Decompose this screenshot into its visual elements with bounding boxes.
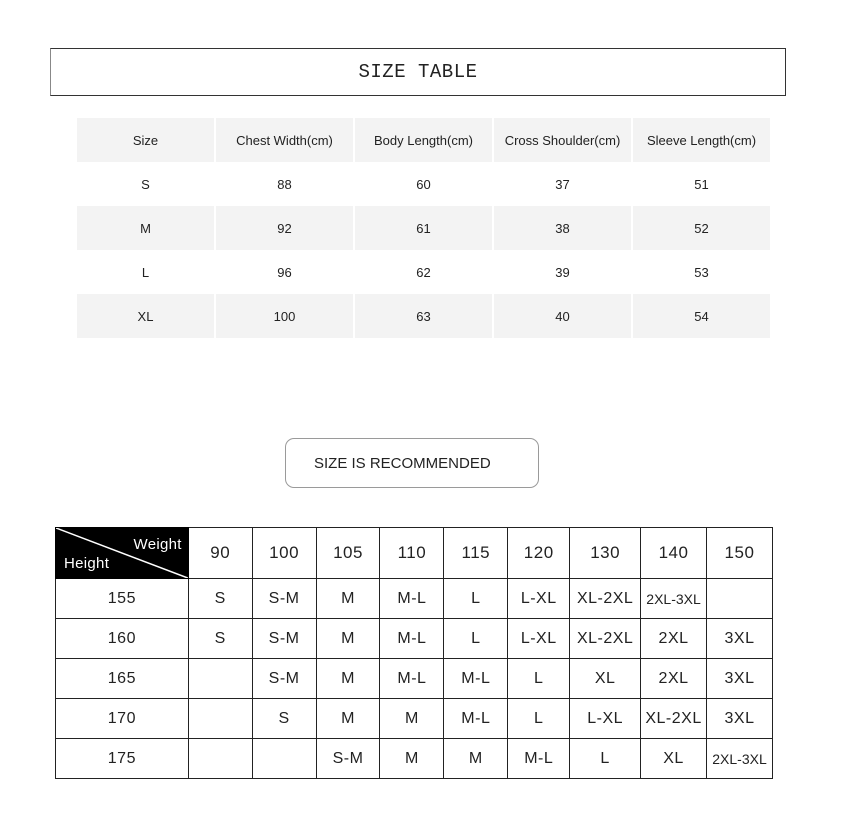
size-cell: L-XL	[508, 579, 570, 619]
column-header: Sleeve Length(cm)	[633, 118, 770, 162]
weight-header: 130	[570, 528, 641, 579]
table-cell: 88	[277, 176, 292, 192]
size-cell: M-L	[380, 619, 444, 659]
weight-header: 140	[641, 528, 707, 579]
table-cell: L	[141, 264, 150, 280]
column-header: Body Length(cm)	[355, 118, 492, 162]
size-cell: L-XL	[508, 619, 570, 659]
table-cell: 63	[355, 294, 492, 338]
size-cell: M-L	[508, 739, 570, 779]
size-cell: M	[316, 699, 380, 739]
table-cell: 53	[694, 264, 709, 280]
table-row	[77, 162, 770, 206]
weight-axis-label: Weight	[133, 536, 182, 553]
size-cell: L	[444, 619, 508, 659]
size-cell	[706, 579, 772, 619]
size-cell: 2XL	[641, 659, 707, 699]
height-value: 160	[56, 619, 189, 659]
size-cell: 2XL	[641, 619, 707, 659]
size-cell: L	[570, 739, 641, 779]
page-title: SIZE TABLE	[358, 61, 478, 83]
size-cell: S-M	[252, 659, 316, 699]
height-row	[56, 739, 773, 779]
size-cell: XL-2XL	[570, 619, 641, 659]
size-cell: M-L	[380, 659, 444, 699]
size-cell: 3XL	[706, 619, 772, 659]
table-cell: S	[141, 176, 150, 192]
size-cell: 3XL	[706, 659, 772, 699]
weight-header: 100	[252, 528, 316, 579]
table-cell: 51	[694, 176, 709, 192]
table-row	[77, 294, 770, 338]
table-row	[77, 206, 770, 250]
size-cell: M-L	[380, 579, 444, 619]
column-header: Cross Shoulder(cm)	[494, 118, 631, 162]
size-cell: M	[444, 739, 508, 779]
table-cell: 54	[633, 294, 770, 338]
size-cell: XL	[641, 739, 707, 779]
table-cell: 52	[633, 206, 770, 250]
size-table	[75, 118, 772, 338]
size-cell: M	[380, 739, 444, 779]
size-cell: 2XL-3XL	[706, 739, 772, 779]
size-cell: L	[444, 579, 508, 619]
height-weight-corner-cell	[56, 528, 189, 579]
size-cell: M	[380, 699, 444, 739]
height-row	[56, 699, 773, 739]
table-row	[77, 250, 770, 294]
weight-header-row	[56, 528, 773, 579]
height-value: 175	[56, 739, 189, 779]
size-cell: 2XL-3XL	[641, 579, 707, 619]
column-header: Size	[77, 118, 214, 162]
size-cell: S-M	[252, 619, 316, 659]
size-recommended-label	[285, 438, 539, 488]
weight-header: 115	[444, 528, 508, 579]
height-value: 155	[56, 579, 189, 619]
size-cell	[188, 699, 252, 739]
size-cell: M-L	[444, 699, 508, 739]
weight-header: 120	[508, 528, 570, 579]
table-cell: 96	[277, 264, 292, 280]
weight-header: 110	[380, 528, 444, 579]
size-cell: L	[508, 699, 570, 739]
size-cell	[252, 739, 316, 779]
height-row	[56, 579, 773, 619]
table-cell: 38	[494, 206, 631, 250]
table-cell: 92	[216, 206, 353, 250]
size-cell: 3XL	[706, 699, 772, 739]
table-cell: 61	[355, 206, 492, 250]
title-banner	[50, 48, 786, 96]
table-cell: 37	[555, 176, 570, 192]
size-recommended-text: SIZE IS RECOMMENDED	[314, 454, 491, 472]
table-cell: M	[77, 206, 214, 250]
size-cell	[188, 659, 252, 699]
size-cell: S	[252, 699, 316, 739]
size-cell: S-M	[252, 579, 316, 619]
table-cell: 39	[555, 264, 570, 280]
size-cell: M	[316, 659, 380, 699]
table-header-row	[77, 118, 770, 162]
size-cell: XL-2XL	[641, 699, 707, 739]
height-row	[56, 659, 773, 699]
size-cell	[188, 739, 252, 779]
height-value: 170	[56, 699, 189, 739]
column-header: Chest Width(cm)	[216, 118, 353, 162]
height-row	[56, 619, 773, 659]
size-cell: M-L	[444, 659, 508, 699]
size-recommendation-table	[55, 527, 773, 779]
height-value: 165	[56, 659, 189, 699]
size-cell: S-M	[316, 739, 380, 779]
size-cell: M	[316, 579, 380, 619]
height-axis-label: Height	[64, 555, 110, 572]
table-cell: XL	[77, 294, 214, 338]
size-cell: S	[188, 579, 252, 619]
table-cell: 40	[494, 294, 631, 338]
weight-header: 105	[316, 528, 380, 579]
size-cell: XL-2XL	[570, 579, 641, 619]
size-cell: XL	[570, 659, 641, 699]
weight-header: 150	[706, 528, 772, 579]
size-cell: M	[316, 619, 380, 659]
table-cell: 62	[416, 264, 431, 280]
table-cell: 100	[216, 294, 353, 338]
weight-header: 90	[188, 528, 252, 579]
size-cell: L-XL	[570, 699, 641, 739]
size-cell: L	[508, 659, 570, 699]
size-cell: S	[188, 619, 252, 659]
table-cell: 60	[416, 176, 431, 192]
